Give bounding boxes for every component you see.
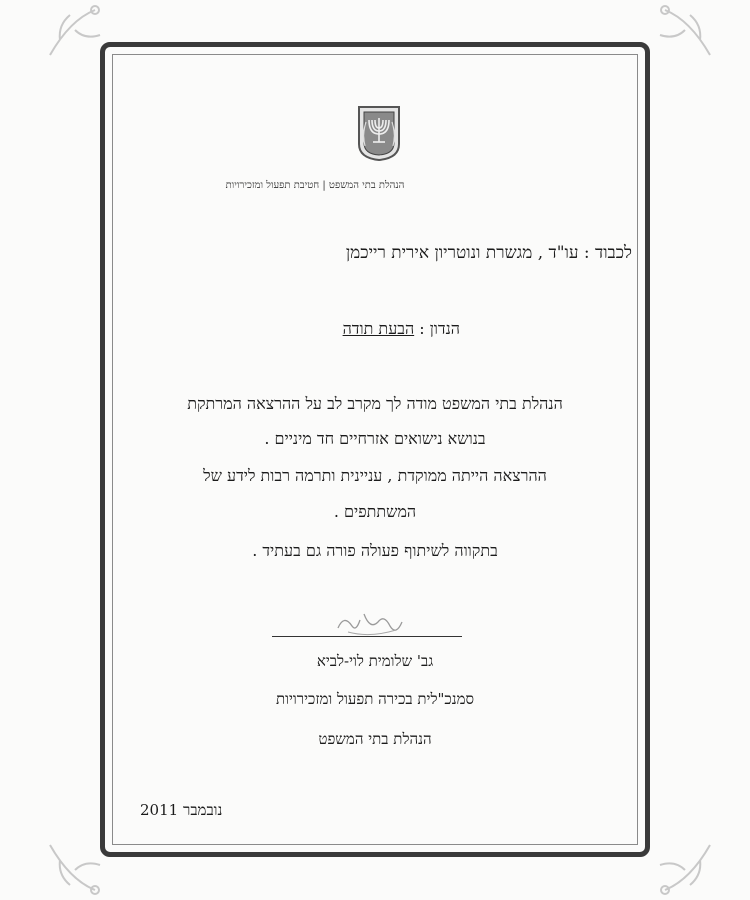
menorah-emblem-icon xyxy=(356,104,402,162)
body-line-5: בתקווה לשיתוף פעולה פורה גם בעתיד . xyxy=(252,541,498,560)
signatory-name: גב' שלומית לוי-לביא xyxy=(316,652,434,670)
body-line-3: ההרצאה הייתה ממוקדת , עניינית ותרמה רבות לידע של xyxy=(203,466,547,485)
body-line-4: המשתתפים . xyxy=(333,502,417,521)
subject-value: הבעת תודה xyxy=(342,319,415,338)
subject-label: הנדון : xyxy=(419,319,460,338)
body-line-1: הנהלת בתי המשפט מודה לך מקרב לב על ההרצאה המרתקת xyxy=(187,394,563,413)
body-line-2: בנושא נישואים אזרחיים חד מיניים . xyxy=(264,429,486,448)
recipient-line: לכבוד : עו"ד , מגשרת ונוטריון אירית רייכמן xyxy=(345,243,632,263)
document-date: נובמבר 2011 xyxy=(140,801,223,819)
handwritten-signature-icon xyxy=(330,600,410,640)
signatory-organization: הנהלת בתי המשפט xyxy=(318,730,432,748)
signature-line xyxy=(272,636,462,637)
signatory-title: סמנכ"לית בכירה תפעול ומזכירויות xyxy=(275,690,475,708)
department-header: הנהלת בתי המשפט | חטיבת תפעול ומזכירויות xyxy=(225,180,405,191)
inner-frame xyxy=(112,54,638,845)
subject-line xyxy=(343,319,460,339)
